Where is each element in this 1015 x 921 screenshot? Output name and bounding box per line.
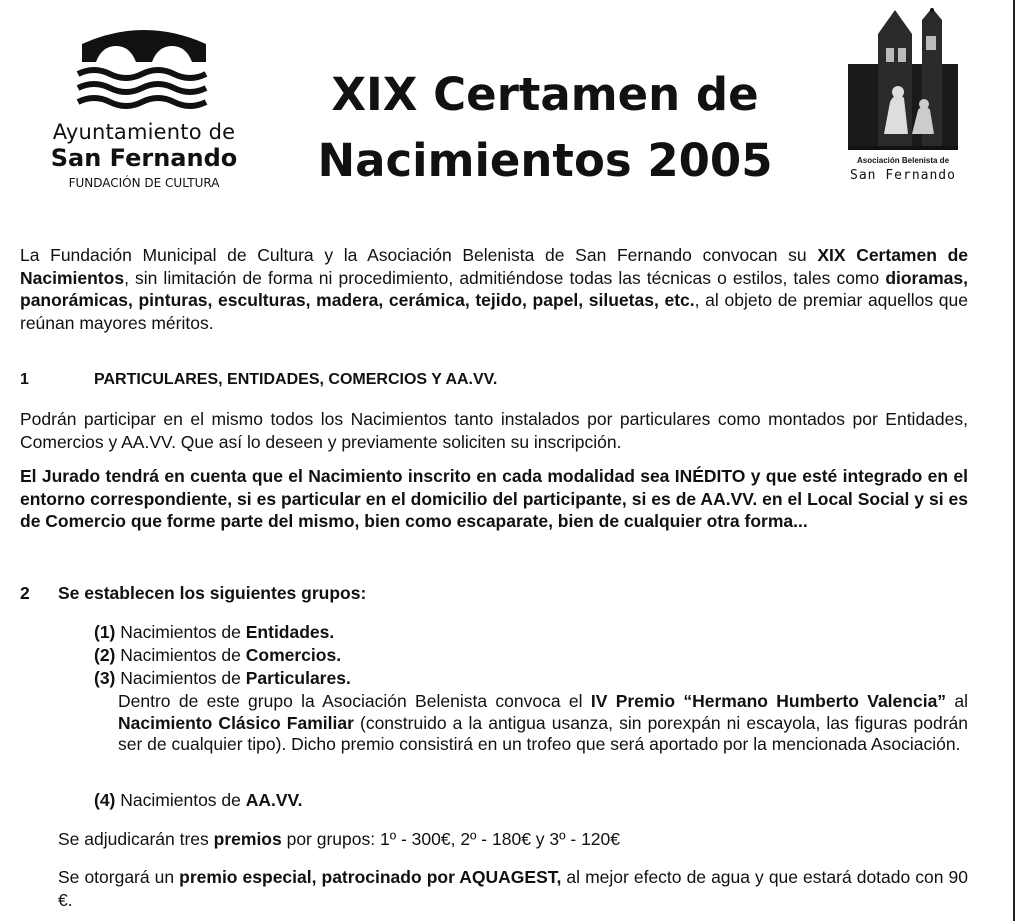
logo-line-asociacion: Asociación Belenista de: [856, 156, 950, 165]
special-text-1: Se otorgará un: [58, 867, 180, 887]
intro-paragraph: [20, 244, 968, 334]
desc-bold-2: Nacimiento Clásico Familiar: [118, 712, 354, 733]
ayuntamiento-logo: [44, 22, 244, 190]
group-item-text: Nacimientos de: [120, 668, 246, 688]
intro-bold-2: dioramas, panorámicas, pinturas, esculturas, madera, cerámica, tejido, papel, siluetas, etc.: [20, 267, 968, 310]
logo-line-fundacion: FUNDACIÓN DE CULTURA: [68, 176, 220, 190]
desc-bold-1: IV Premio “Hermano Humberto Valencia”: [590, 691, 947, 711]
special-prize-paragraph: [58, 866, 968, 911]
intro-text-1: La Fundación Municipal de Cultura y la Asociación Belenista de San Fernando convocan su: [20, 245, 818, 265]
asociacion-belenista-logo: [838, 6, 968, 186]
prizes-text-1: Se adjudicarán tres: [58, 829, 214, 849]
bridge-waves-logo-icon: [74, 22, 214, 117]
title-line-2: Nacimientos 2005: [317, 134, 773, 187]
section-1-paragraph-2: El Jurado tendrá en cuenta que el Nacimiento inscrito en cada modalidad sea INÉDITO y que esté integrado en el entorno correspondiente, si es particular en el domicilio del participante, si es de AA.VV. en el Local Social y si es de Comercio que forme parte del mismo, bien como escaparate, bien de cualquier otra forma...: [20, 466, 968, 531]
group-item-number: (2): [94, 645, 116, 665]
desc-text-2: al: [946, 691, 969, 711]
group-item-number: (1): [94, 622, 116, 642]
group-item-number: (4): [94, 790, 116, 810]
intro-text-3: , al objeto de premiar aquellos que reúnan mayores méritos.: [20, 290, 969, 333]
group-item: [94, 645, 341, 666]
group-item: [94, 790, 303, 811]
church-tower-logo-icon: [838, 6, 968, 154]
desc-text-1: Dentro de este grupo la Asociación Belenista convoca el: [118, 691, 591, 711]
group-item: [94, 622, 334, 643]
title-line-1: XIX Certamen de: [331, 68, 759, 121]
logo-line-ayuntamiento: Ayuntamiento de: [52, 120, 236, 144]
group-item-text: Nacimientos de: [120, 622, 246, 642]
page-title: [300, 62, 790, 194]
group-item-text: Nacimientos de: [120, 790, 246, 810]
section-1-paragraph-1: Podrán participar en el mismo todos los Nacimientos tanto instalados por particulares como montados por Entidades, Comercios y AA.VV. Que así lo deseen y previamente soliciten su inscripción.: [20, 409, 968, 452]
group-item-bold: AA.VV.: [245, 790, 303, 810]
special-text-2: al mejor efecto de agua y que estará dotado con 90 €.: [58, 867, 968, 910]
group-3-description: [118, 691, 968, 756]
intro-text-2: , sin limitación de forma ni procedimiento, admitiéndose todas las técnicas o estilos, tales como: [124, 267, 886, 288]
group-item-text: Nacimientos de: [120, 645, 246, 665]
prizes-text-2: por grupos: 1º - 300€, 2º - 180€ y 3º - 120€: [281, 829, 621, 849]
group-item-number: (3): [94, 668, 116, 688]
logo-line-san-fernando: San Fernando: [50, 144, 238, 172]
group-item: [94, 668, 351, 689]
intro-bold-1: XIX Certamen de Nacimientos: [20, 245, 969, 288]
group-item-bold: Comercios.: [245, 645, 342, 665]
special-bold: premio especial, patrocinado por AQUAGEST,: [179, 867, 562, 887]
prizes-paragraph: [58, 828, 968, 851]
prizes-bold: premios: [213, 829, 282, 849]
section-2-number: 2: [20, 583, 30, 603]
group-item-bold: Entidades.: [245, 622, 335, 642]
section-2-heading: Se establecen los siguientes grupos:: [58, 583, 367, 603]
logo-line-san-fernando-right: San Fernando: [850, 168, 956, 183]
section-1-heading: PARTICULARES, ENTIDADES, COMERCIOS Y AA.VV.: [94, 371, 498, 388]
section-1-number: 1: [20, 371, 29, 388]
group-item-bold: Particulares.: [245, 668, 351, 688]
desc-text-3: (construido a la antigua usanza, sin porexpán ni escayola, las figuras podrán ser de cualquier tipo). Dicho premio consistirá en un trofeo que será aportado por la mencionada Asociación.: [118, 712, 968, 754]
